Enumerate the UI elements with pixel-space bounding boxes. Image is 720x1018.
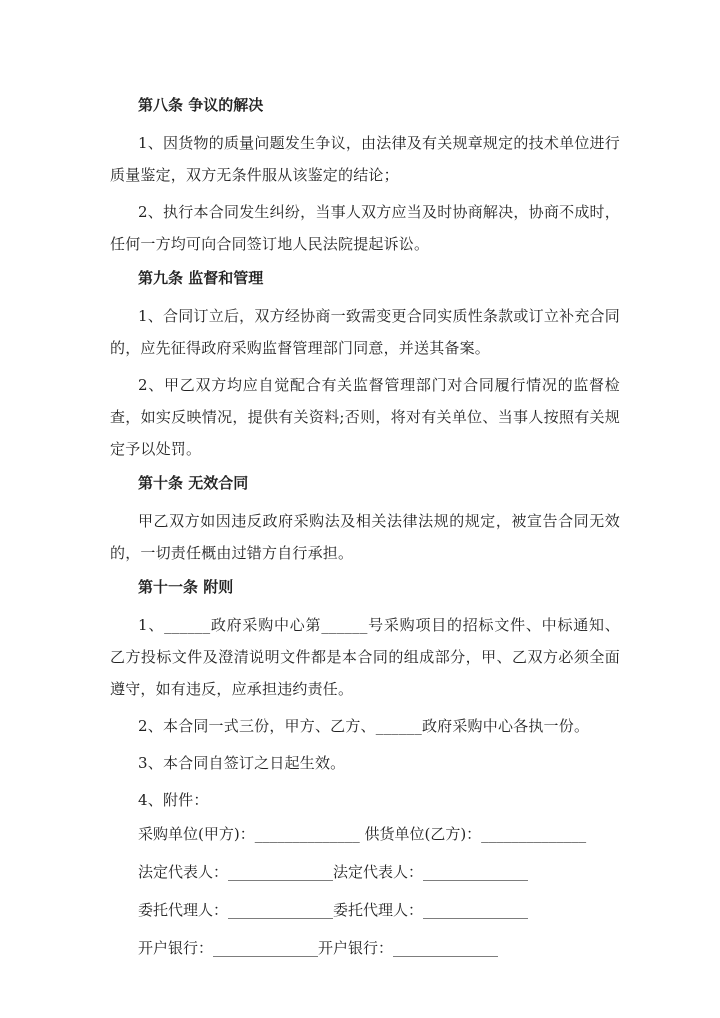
- signature-line-agent: 委托代理人：______________委托代理人：______________: [138, 901, 529, 919]
- section-8-paragraph-2: 2、执行本合同发生纠纷，当事人双方应当及时协商解决，协商不成时，任何一方均可向合同签订地人民法院提起诉讼。: [110, 203, 620, 253]
- section-8-paragraph-1: 1、因货物的质量问题发生争议，由法律及有关规章规定的技术单位进行质量鉴定，双方无条件服从该鉴定的结论；: [110, 134, 620, 184]
- signature-line-units: 采购单位(甲方)：______________ 供货单位(乙方)：______________: [138, 825, 587, 843]
- section-heading-9: 第九条 监督和管理: [138, 269, 264, 287]
- section-10-paragraph-1: 甲乙双方如因违反政府采购法及相关法律法规的规定，被宣告合同无效的，一切责任概由过错方自行承担。: [110, 512, 620, 562]
- section-9-paragraph-2: 2、甲乙双方均应自觉配合有关监督管理部门对合同履行情况的监督检查，如实反映情况，提供有关资料;否则，将对有关单位、当事人按照有关规定予以处罚。: [110, 376, 620, 458]
- section-11-paragraph-3: 3、本合同自签订之日起生效。: [138, 754, 346, 772]
- section-11-paragraph-4: 4、附件：: [138, 791, 209, 809]
- contract-page: [110, 92, 620, 973]
- section-heading-10: 第十条 无效合同: [138, 474, 249, 492]
- section-11-paragraph-2: 2、本合同一式三份，甲方、乙方、______政府采购中心各执一份。: [138, 717, 590, 735]
- signature-line-bank: 开户银行：______________开户银行：______________: [138, 939, 499, 957]
- section-heading-8: 第八条 争议的解决: [138, 96, 264, 114]
- section-heading-11: 第十一条 附则: [138, 578, 234, 596]
- section-11-paragraph-1: 1、______政府采购中心第______号采购项目的招标文件、中标通知、乙方投标文件及澄清说明文件都是本合同的组成部分，甲、乙双方必须全面遵守，如有违反，应承担违约责任。: [110, 616, 620, 698]
- section-9-paragraph-1: 1、合同订立后，双方经协商一致需变更合同实质性条款或订立补充合同的，应先征得政府采购监督管理部门同意，并送其备案。: [110, 307, 620, 357]
- signature-line-legal-rep: 法定代表人：______________法定代表人：______________: [138, 863, 529, 881]
